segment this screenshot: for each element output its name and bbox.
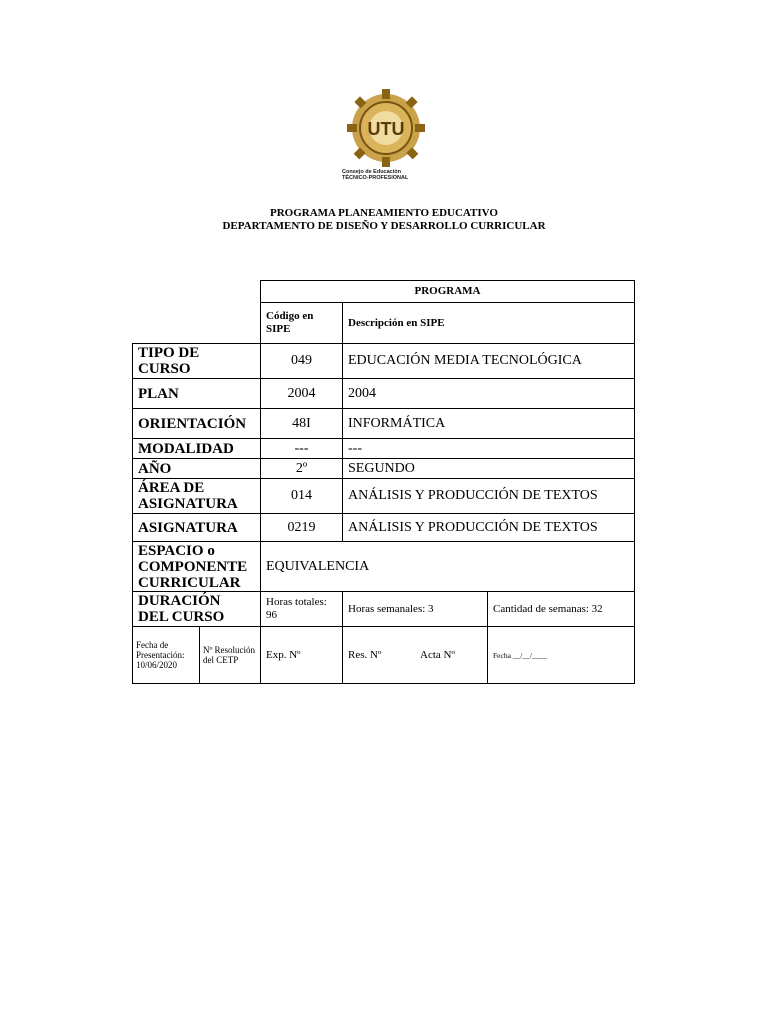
header-line1: PROGRAMA PLANEAMIENTO EDUCATIVO <box>270 207 498 219</box>
table-title: PROGRAMA <box>261 281 635 303</box>
fecha-field: Fecha __/__/____ <box>488 627 635 684</box>
table-row <box>133 542 635 592</box>
table-row <box>133 592 635 627</box>
espacio-label: ESPACIO o COMPONENTE CURRICULAR <box>133 542 261 592</box>
table-row <box>133 514 635 542</box>
table-row <box>133 459 635 479</box>
resolucion-cetp: Nº Resolución del CETP <box>203 645 256 665</box>
fecha-presentacion: Fecha de Presentación: 10/06/2020 <box>133 627 200 683</box>
duracion-label: DURACIÓN DEL CURSO <box>133 592 261 627</box>
table-row <box>133 379 635 409</box>
row-desc: --- <box>343 439 635 459</box>
row-code: 049 <box>261 344 343 379</box>
row-label: PLAN <box>133 379 261 409</box>
row-label: ASIGNATURA <box>133 514 261 542</box>
row-desc: SEGUNDO <box>343 459 635 479</box>
row-desc: 2004 <box>343 379 635 409</box>
col-header-code: Código en SIPE <box>261 303 343 344</box>
row-desc: ANÁLISIS Y PRODUCCIÓN DE TEXTOS <box>343 479 635 514</box>
svg-text:UTU: UTU <box>367 119 405 139</box>
row-code: 014 <box>261 479 343 514</box>
table-row <box>133 439 635 459</box>
row-code: 48I <box>261 409 343 439</box>
horas-semanales: Horas semanales: 3 <box>343 592 488 627</box>
res-number: Res. Nº <box>348 648 382 661</box>
table-row <box>133 344 635 379</box>
col-header-desc: Descripción en SIPE <box>343 303 635 344</box>
exp-number: Exp. Nº <box>261 627 343 684</box>
cantidad-semanas: Cantidad de semanas: 32 <box>488 592 635 627</box>
row-code: 2º <box>261 459 343 479</box>
program-table <box>132 280 635 684</box>
row-desc: INFORMÁTICA <box>343 409 635 439</box>
row-desc: ANÁLISIS Y PRODUCCIÓN DE TEXTOS <box>343 514 635 542</box>
acta-number: Acta Nº <box>420 648 455 661</box>
row-label: ÁREA DE ASIGNATURA <box>133 479 261 514</box>
row-desc: EDUCACIÓN MEDIA TECNOLÓGICA <box>343 344 635 379</box>
logo-caption-line2: TÉCNICO-PROFESIONAL <box>342 175 409 181</box>
row-code: 0219 <box>261 514 343 542</box>
logo-caption <box>342 169 432 181</box>
logo-caption-line1: Consejo de Educación <box>342 169 401 175</box>
row-label: TIPO DE CURSO <box>133 344 261 379</box>
table-row <box>133 627 635 684</box>
table-row <box>133 409 635 439</box>
row-label: MODALIDAD <box>133 439 261 459</box>
header-line2: DEPARTAMENTO DE DISEÑO Y DESARROLLO CURRICULAR <box>222 220 546 232</box>
row-code: 2004 <box>261 379 343 409</box>
espacio-value: EQUIVALENCIA <box>261 542 635 592</box>
table-row <box>133 479 635 514</box>
row-label: ORIENTACIÓN <box>133 409 261 439</box>
row-label: AÑO <box>133 459 261 479</box>
row-code: --- <box>261 439 343 459</box>
horas-totales: Horas totales: 96 <box>261 592 343 627</box>
